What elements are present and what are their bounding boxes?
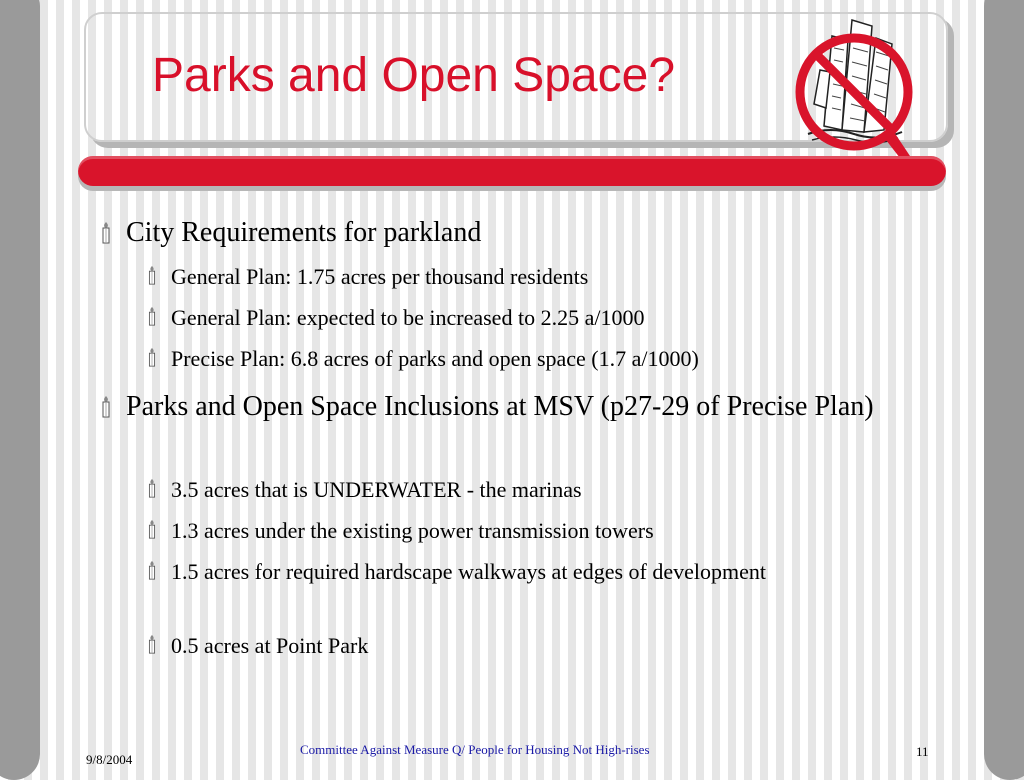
bullet-level1 (126, 214, 1006, 251)
bullet-level2 (171, 629, 1024, 662)
candle-bullet-icon (145, 266, 159, 285)
candle-bullet-icon (145, 635, 159, 654)
candle-bullet-icon (98, 396, 114, 418)
bullet-text: General Plan: expected to be increased to 2.25 a/1000 (171, 305, 645, 330)
bullet-text: 1.5 acres for required hardscape walkways at edges of development (171, 559, 766, 584)
page-number: 11 (916, 744, 929, 759)
bullet-level2 (171, 555, 811, 588)
candle-bullet-icon (145, 348, 159, 367)
bullet-text: 0.5 acres at Point Park (171, 633, 369, 658)
candle-bullet-icon (145, 479, 159, 498)
bullet-text: City Requirements for parkland (126, 217, 482, 248)
slide-title: Parks and Open Space? (152, 49, 676, 102)
candle-bullet-icon (145, 520, 159, 539)
bullet-level2 (171, 473, 1024, 506)
bullet-text: Precise Plan: 6.8 acres of parks and open space (1.7 a/1000) (171, 346, 699, 371)
bullet-level2 (171, 301, 1024, 334)
bullet-text: Parks and Open Space Inclusions at MSV (p27-29 of Precise Plan) (126, 391, 874, 422)
bullet-text: General Plan: 1.75 acres per thousand residents (171, 264, 589, 289)
candle-bullet-icon (145, 561, 159, 580)
bullet-text: 3.5 acres that is UNDERWATER - the marinas (171, 477, 582, 502)
footer-date: 9/8/2004 (86, 752, 133, 767)
candle-bullet-icon (145, 307, 159, 326)
candle-bullet-icon (98, 222, 114, 244)
bullet-level2 (171, 260, 1024, 293)
footer-organization: Committee Against Measure Q/ People for Housing Not High-rises (300, 742, 650, 757)
bullet-level1 (126, 388, 886, 425)
bullet-text: 1.3 acres under the existing power transmission towers (171, 518, 654, 543)
bullet-level2 (171, 514, 1024, 547)
bullet-level2 (171, 342, 1024, 375)
